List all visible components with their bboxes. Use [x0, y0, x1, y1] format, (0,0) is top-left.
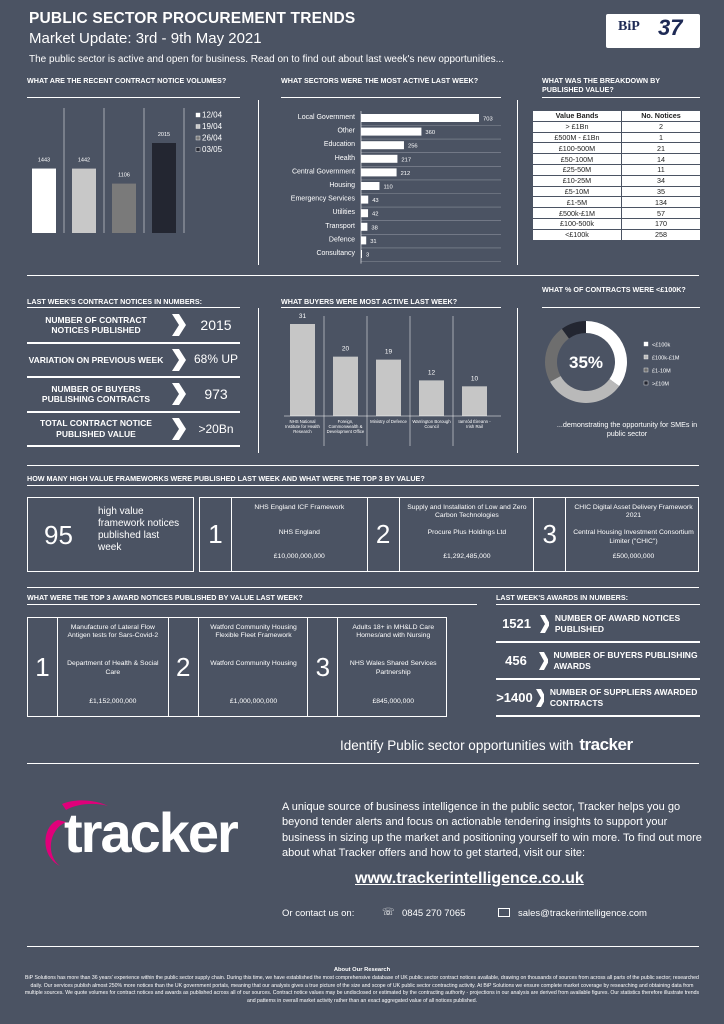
sector-bar	[361, 168, 397, 176]
sector-label: Other	[337, 127, 355, 135]
table-cell: 258	[621, 229, 700, 240]
buyer-label-wrap	[411, 419, 452, 448]
legend-swatch	[644, 355, 648, 359]
frameworks-count: 95	[44, 520, 73, 550]
table-cell: 57	[621, 208, 700, 219]
top3-value: £845,000,000	[372, 698, 415, 705]
promo-body: A unique source of business intelligence in the public sector, Tracker helps you go beyond tender alerts and focus on actionable tendering insights to support your business in sizing up the market and positioning yourself to win more. To find out more about what Tracker offers and how to get started, visit our site:	[282, 801, 702, 859]
sector-bar	[361, 236, 366, 244]
buyer-label: Warrington Borough Council	[412, 419, 451, 430]
top3-buyer: Central Housing Investment Consortium Limiter ("CHIC")	[573, 529, 694, 545]
bip-logo	[606, 14, 700, 48]
top3-rank: 3	[308, 618, 338, 716]
sector-value-label: 110	[383, 184, 393, 191]
volumes-bar-chart	[24, 105, 254, 265]
divider-vertical	[258, 100, 259, 265]
top3-buyer: NHS England	[278, 529, 320, 537]
top3-title: CHIC Digital Asset Delivery Framework 2021	[574, 504, 693, 520]
email-address[interactable]: sales@trackerintelligence.com	[518, 908, 647, 919]
top3-item	[200, 498, 367, 571]
section-title-numbers: LAST WEEK'S CONTRACT NOTICES IN NUMBERS:	[27, 297, 203, 306]
award-number-value: >1400	[496, 690, 533, 705]
award-number-value: 1521	[502, 616, 531, 631]
sector-value-label: 703	[483, 116, 493, 123]
top3-title: Manufacture of Lateral Flow Antigen tests for Sars-Covid-2	[67, 624, 159, 640]
award-number-row	[496, 643, 700, 680]
top3-rank: 1	[200, 498, 232, 571]
chevron-right-icon	[538, 651, 548, 671]
value-bands-table	[532, 110, 701, 241]
chevron-right-icon	[171, 348, 187, 372]
sector-bar	[361, 209, 368, 217]
award-number-label: NUMBER OF AWARD NOTICES PUBLISHED	[554, 613, 681, 634]
table-row	[533, 143, 701, 154]
sector-label: Central Government	[291, 168, 355, 176]
sector-label: Education	[323, 141, 355, 149]
tracker-tagline-logo: tracker	[579, 735, 633, 754]
sector-value-label: 256	[407, 143, 418, 150]
table-cell: £500k-£1M	[533, 208, 622, 219]
chevron-right-icon	[539, 614, 549, 634]
top3-item	[367, 498, 534, 571]
page-subtitle: Market Update: 3rd - 9th May 2021	[29, 30, 262, 47]
table-row	[533, 229, 701, 240]
table-cell: £1-5M	[533, 197, 622, 208]
buyer-label: NHS National Institute for Health Research	[285, 419, 320, 435]
top3-value: £1,152,000,000	[89, 698, 137, 705]
top3-value: £500,000,000	[612, 553, 655, 560]
section-title-awards-top: WHAT WERE THE TOP 3 AWARD NOTICES PUBLISHED BY VALUE LAST WEEK?	[27, 593, 303, 602]
promo-tagline	[340, 733, 700, 757]
legend-swatch	[196, 113, 200, 117]
buyer-bar	[333, 357, 358, 416]
volume-value-label: 1443	[37, 157, 51, 164]
top3-rank: 1	[28, 618, 58, 716]
number-label: TOTAL CONTRACT NOTICE PUBLISHED VALUE	[40, 418, 152, 439]
top3-rank: 2	[368, 498, 400, 571]
sector-label: Health	[334, 154, 355, 162]
number-value: >20Bn	[198, 421, 234, 436]
frameworks-count-label: high value framework notices published last week	[98, 506, 180, 553]
divider	[27, 275, 699, 276]
divider	[281, 97, 501, 98]
table-cell: £5-10M	[533, 186, 622, 197]
table-row	[533, 154, 701, 165]
buyer-value-label: 12	[427, 369, 436, 377]
volume-bar	[152, 143, 176, 233]
sector-value-label: 212	[400, 170, 411, 177]
chevron-right-icon	[171, 417, 187, 441]
footer-text: BiP Solutions has more than 36 years' experience within the public sector supply chain. During this time, we have established the most comprehensive database of UK public sector contract notices available, drawing on thousands of sources from across all parts of the public sector; researched daily. Our services publish almost 250% more notices than the UK government portals, meaning that our analysis gives a true picture of the size and scope of UK public sector contracting activity. At BiP Solutions we ensure complete market coverage by researching and obtaining data from multiple sources. We quote volumes for contract notices and awards as published across all of our sources. Contract notice values may be undisclosed or estimated by the contracting authority - projections in our analysis are derived from available figures. Our statistics therefore illustrate trends and patterns in overall market activity rather than an exact aggregated value of all notices published.	[24, 975, 700, 1004]
sector-value-label: 43	[372, 198, 379, 205]
award-number-value: 456	[505, 653, 527, 668]
table-cell: 21	[621, 143, 700, 154]
volume-bar	[72, 169, 96, 233]
section-title-breakdown: WHAT WAS THE BREAKDOWN BY PUBLISHED VALUE?	[542, 76, 660, 94]
divider-vertical	[258, 308, 259, 453]
award-number-label: NUMBER OF BUYERS PUBLISHING AWARDS	[553, 650, 698, 671]
divider	[27, 604, 477, 605]
buyer-bar	[376, 360, 401, 416]
table-cell: <£100k	[533, 229, 622, 240]
chevron-right-icon	[171, 382, 187, 406]
percent-donut-chart	[536, 312, 702, 417]
buyer-label: Ministry of Defence	[370, 419, 407, 424]
divider	[27, 307, 240, 308]
buyer-label-wrap	[325, 419, 366, 448]
table-cell: 14	[621, 154, 700, 165]
table-cell: 35	[621, 186, 700, 197]
table-row	[533, 132, 701, 143]
buyer-label-wrap	[282, 419, 323, 448]
buyer-label-wrap	[454, 419, 495, 448]
legend-swatch	[644, 342, 648, 346]
table-cell: > £1Bn	[533, 121, 622, 132]
section-title-sectors: WHAT SECTORS WERE THE MOST ACTIVE LAST WEEK?	[281, 76, 479, 85]
divider	[27, 97, 240, 98]
frameworks-top3-box	[199, 497, 699, 572]
divider	[27, 587, 699, 588]
divider	[542, 97, 700, 98]
phone-number[interactable]: 0845 270 7065	[402, 908, 466, 919]
top3-value: £10,000,000,000	[273, 553, 325, 560]
sector-bar	[361, 128, 421, 136]
top3-item	[28, 618, 168, 716]
buyer-label-wrap	[368, 419, 409, 448]
phone-icon: ☏	[382, 907, 395, 918]
sector-value-label: 42	[372, 211, 379, 218]
contact-label: Or contact us on:	[282, 908, 355, 919]
divider	[27, 485, 699, 486]
top3-rank: 2	[169, 618, 199, 716]
top3-buyer: Department of Health & Social Care	[67, 660, 159, 676]
table-row	[533, 175, 701, 186]
tracker-logo-text: tracker	[64, 801, 237, 864]
top3-item	[533, 498, 700, 571]
section-title-volumes: WHAT ARE THE RECENT CONTRACT NOTICE VOLUMES?	[27, 76, 227, 85]
legend-swatch	[196, 125, 200, 129]
table-header: Value Bands	[533, 111, 622, 122]
number-row	[27, 309, 240, 344]
number-value: 68% UP	[193, 352, 239, 367]
section-title-awards-numbers: LAST WEEK'S AWARDS IN NUMBERS:	[496, 593, 629, 602]
number-row	[27, 378, 240, 413]
donut-slice	[550, 376, 619, 403]
tracker-logo	[36, 796, 266, 871]
table-row	[533, 186, 701, 197]
legend-label: 12/04	[202, 110, 223, 120]
promo-tagline-text: Identify Public sector opportunities with	[340, 737, 574, 753]
divider	[27, 946, 699, 947]
sector-bar	[361, 182, 379, 190]
table-cell: £500M - £1Bn	[533, 132, 622, 143]
number-label: NUMBER OF CONTRACT NOTICES PUBLISHED	[45, 314, 147, 336]
table-cell: £25-50M	[533, 164, 622, 175]
buyer-value-label: 20	[341, 345, 350, 353]
legend-label: £100k-£1M	[652, 355, 680, 362]
bip-logo-number: 37	[658, 15, 683, 40]
table-row	[533, 121, 701, 132]
page-title: PUBLIC SECTOR PROCUREMENT TRENDS	[29, 10, 356, 27]
number-label: NUMBER OF BUYERS PUBLISHING CONTRACTS	[41, 383, 151, 405]
table-cell: 170	[621, 218, 700, 229]
promo-url-link[interactable]: www.trackerintelligence.co.uk	[355, 870, 584, 887]
section-title-percent: WHAT % OF CONTRACTS WERE <£100K?	[542, 285, 686, 294]
legend-label: 26/04	[202, 133, 223, 143]
table-cell: £50-100M	[533, 154, 622, 165]
footer-title: About Our Research	[333, 967, 391, 973]
volume-bar	[112, 184, 136, 233]
legend-swatch	[196, 148, 200, 152]
chevron-right-icon	[171, 313, 187, 337]
buyer-label: Iarnród Éireann - Irish Rail	[458, 419, 491, 430]
table-cell: £100-500k	[533, 218, 622, 229]
sectors-bar-chart	[281, 108, 506, 265]
donut-center-label: 35%	[568, 353, 604, 372]
table-row	[533, 218, 701, 229]
legend-swatch	[644, 368, 648, 372]
sector-label: Defence	[328, 236, 355, 244]
sector-bar	[361, 155, 397, 163]
top3-value: £1,292,485,000	[443, 553, 491, 560]
table-cell: 2	[621, 121, 700, 132]
buyer-bar	[419, 380, 444, 416]
top3-title: Adults 18+ in MH&LD Care Homes/and with Nursing	[352, 624, 435, 640]
sector-value-label: 38	[371, 225, 378, 232]
buyer-value-label: 31	[298, 313, 307, 320]
table-row	[533, 197, 701, 208]
intro-text: The public sector is active and open for business. Read on to find out about last week's new opportunities...	[29, 54, 504, 65]
bip-logo-text: BiP	[618, 19, 640, 34]
top3-value: £1,000,000,000	[229, 698, 278, 705]
legend-swatch	[196, 136, 200, 140]
number-label: VARIATION ON PREVIOUS WEEK	[28, 354, 164, 365]
volume-bar	[32, 169, 56, 233]
sector-value-label: 217	[401, 157, 412, 164]
number-value: 2015	[200, 317, 232, 334]
top3-buyer: Watford Community Housing	[210, 660, 297, 668]
divider	[496, 604, 700, 605]
top3-item	[307, 618, 447, 716]
legend-label: <£100k	[652, 342, 671, 349]
number-row	[27, 413, 240, 448]
divider-vertical	[517, 308, 518, 453]
divider	[27, 763, 699, 764]
table-cell: 11	[621, 164, 700, 175]
sector-bar	[361, 196, 368, 204]
table-cell: 34	[621, 175, 700, 186]
number-value: 973	[204, 386, 228, 403]
volume-value-label: 2015	[157, 132, 171, 138]
frameworks-count-box	[27, 497, 194, 572]
chevron-right-icon	[535, 688, 544, 708]
legend-label: 19/04	[202, 122, 223, 131]
awards-numbers-list	[496, 606, 700, 717]
awards-top3-box	[27, 617, 447, 717]
legend-label: >£10M	[652, 381, 669, 388]
table-header: No. Notices	[621, 111, 700, 122]
sector-value-label: 3	[366, 252, 370, 259]
legend-swatch	[644, 381, 648, 385]
contract-numbers-list	[27, 309, 240, 447]
sector-value-label: 360	[425, 130, 436, 137]
divider-vertical	[517, 100, 518, 265]
top3-title: Watford Community Housing Flexible Fleet Framework	[210, 624, 297, 640]
award-number-row	[496, 680, 700, 717]
donut-slice	[545, 329, 569, 382]
legend-label: 03/05	[202, 145, 223, 154]
legend-label: £1-10M	[652, 368, 671, 375]
table-row	[533, 164, 701, 175]
buyer-label: Foreign, Commonwealth & Development Office	[326, 419, 365, 435]
section-title-buyers: WHAT BUYERS WERE MOST ACTIVE LAST WEEK?	[281, 297, 458, 306]
sector-label: Utilities	[332, 209, 355, 217]
number-row	[27, 344, 240, 379]
top3-buyer: Procure Plus Holdings Ltd	[427, 529, 507, 537]
buyer-bar	[462, 386, 487, 416]
divider	[542, 307, 700, 308]
award-number-label: NUMBER OF SUPPLIERS AWARDED CONTRACTS	[549, 687, 698, 708]
buyer-value-label: 19	[384, 348, 393, 356]
sector-value-label: 31	[370, 238, 377, 245]
sector-label: Local Government	[297, 114, 355, 121]
top3-buyer: NHS Wales Shared Services Partnership	[349, 660, 437, 676]
sector-bar	[361, 114, 479, 122]
table-cell: £10-25M	[533, 175, 622, 186]
donut-caption: ...demonstrating the opportunity for SMEs in public sector	[556, 420, 698, 438]
buyers-bar-chart	[276, 308, 508, 448]
table-row	[533, 208, 701, 219]
buyer-value-label: 10	[470, 375, 479, 383]
sector-bar	[361, 223, 367, 231]
sector-label: Transport	[325, 222, 355, 230]
table-cell: 1	[621, 132, 700, 143]
table-cell: 134	[621, 197, 700, 208]
section-title-frameworks: HOW MANY HIGH VALUE FRAMEWORKS WERE PUBLISHED LAST WEEK AND WHAT WERE THE TOP 3 BY VALUE?	[27, 474, 425, 483]
award-number-row	[496, 606, 700, 643]
sector-label: Emergency Services	[290, 195, 355, 203]
sector-label: Housing	[329, 182, 355, 189]
email-icon	[498, 908, 510, 917]
top3-title: Supply and Installation of Low and Zero Carbon Technologies	[407, 504, 527, 520]
top3-title: NHS England ICF Framework	[254, 504, 345, 511]
volume-value-label: 1106	[118, 172, 130, 179]
sector-label: Consultancy	[316, 250, 355, 257]
volume-value-label: 1442	[77, 157, 91, 164]
buyer-bar	[290, 324, 315, 416]
top3-item	[168, 618, 308, 716]
top3-rank: 3	[534, 498, 566, 571]
divider	[27, 465, 699, 466]
sector-bar	[361, 141, 404, 149]
table-cell: £100-500M	[533, 143, 622, 154]
